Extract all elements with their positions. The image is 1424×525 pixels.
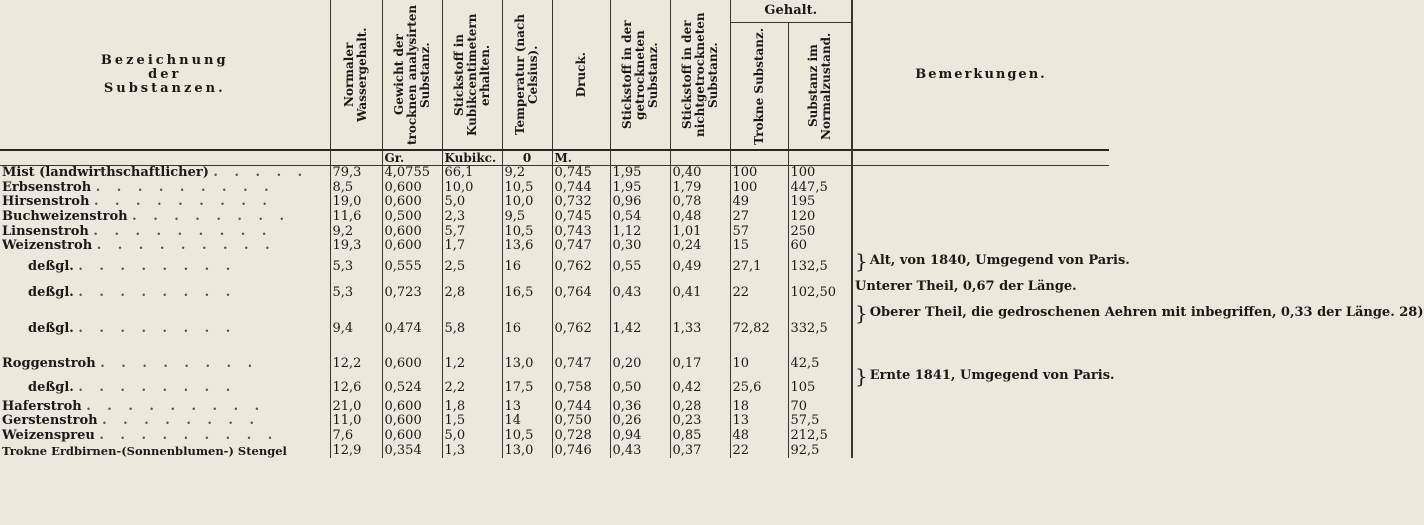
remark-cell <box>852 248 1130 280</box>
value-cell: 70 <box>788 400 852 415</box>
value-cell: 2,8 <box>442 280 502 306</box>
value-cell: 13,0 <box>502 443 552 458</box>
value-cell: 0,747 <box>552 239 610 254</box>
remark-cell <box>852 239 1109 254</box>
value-cell: 0,743 <box>552 224 610 239</box>
value-cell: 120 <box>788 210 852 225</box>
table-row <box>0 224 1109 239</box>
value-cell: 4,0755 <box>382 166 442 181</box>
name-column-header <box>0 0 330 150</box>
value-cell: 16,5 <box>502 280 552 306</box>
value-cell: 8,5 <box>330 181 382 196</box>
value-cell: 0,600 <box>382 352 442 376</box>
value-cell: 1,8 <box>442 400 502 415</box>
value-cell: 79,3 <box>330 166 382 181</box>
substance-name: deßgl. . . . . . . . . <box>28 320 237 336</box>
substance-name: Erbsenstroh . . . . . . . . . <box>2 179 275 195</box>
value-cell: 13,6 <box>502 239 552 254</box>
substance-name: Weizenspreu . . . . . . . . . <box>2 428 279 444</box>
value-cell: 0,28 <box>670 400 730 415</box>
value-cell: 0,555 <box>382 254 442 280</box>
value-cell: 0,37 <box>670 443 730 458</box>
value-cell: 27,1 <box>730 254 788 280</box>
value-cell: 5,3 <box>330 254 382 280</box>
value-cell: 0,764 <box>552 280 610 306</box>
substance-name: Haferstroh . . . . . . . . . <box>2 398 266 414</box>
unit-cell <box>788 150 852 166</box>
value-cell: 7,6 <box>330 429 382 444</box>
substance-name: Mist (landwirthschaftlicher) . . . . . <box>2 165 309 181</box>
value-cell: 1,95 <box>610 166 670 181</box>
value-cell: 0,354 <box>382 443 442 458</box>
value-cell: 2,3 <box>442 210 502 225</box>
value-cell: 16 <box>502 306 552 352</box>
value-cell: 0,54 <box>610 210 670 225</box>
value-cell: 0,474 <box>382 306 442 352</box>
value-cell: 0,23 <box>670 414 730 429</box>
value-cell: 25,6 <box>730 376 788 400</box>
value-cell: 0,746 <box>552 443 610 458</box>
value-cell: 57 <box>730 224 788 239</box>
remark-cell <box>852 195 1109 210</box>
value-cell: 0,600 <box>382 224 442 239</box>
value-cell: 2,5 <box>442 254 502 280</box>
value-cell: 17,5 <box>502 376 552 400</box>
value-cell: 0,43 <box>610 443 670 458</box>
value-cell: 9,4 <box>330 306 382 352</box>
value-cell: 100 <box>788 166 852 181</box>
value-cell: 0,30 <box>610 239 670 254</box>
unit-cell <box>0 150 330 166</box>
value-cell: 0,758 <box>552 376 610 400</box>
substance-name: Weizenstroh . . . . . . . . . <box>2 238 276 254</box>
value-cell: 0,96 <box>610 195 670 210</box>
value-cell: 13,0 <box>502 352 552 376</box>
value-cell: 9,2 <box>330 224 382 239</box>
value-cell: 0,55 <box>610 254 670 280</box>
remark-cell <box>852 352 1115 400</box>
value-cell: 10,5 <box>502 429 552 444</box>
value-cell: 0,762 <box>552 306 610 352</box>
value-cell: 1,95 <box>610 181 670 196</box>
unit-cell <box>610 150 670 166</box>
col-header-trokne: Trokne Substanz. <box>730 23 788 151</box>
value-cell: 105 <box>788 376 852 400</box>
col-header-druck: Druck. <box>552 0 610 150</box>
remark-cell <box>852 280 1109 306</box>
value-cell: 100 <box>730 166 788 181</box>
value-cell: 1,7 <box>442 239 502 254</box>
value-cell: 0,42 <box>670 376 730 400</box>
gehalt-header: Gehalt. <box>730 0 852 23</box>
value-cell: 0,762 <box>552 254 610 280</box>
value-cell: 5,7 <box>442 224 502 239</box>
unit-cell <box>670 150 730 166</box>
remark-cell <box>852 429 1109 444</box>
value-cell: 9,2 <box>502 166 552 181</box>
value-cell: 0,750 <box>552 414 610 429</box>
value-cell: 11,6 <box>330 210 382 225</box>
value-cell: 10,0 <box>442 181 502 196</box>
value-cell: 10,5 <box>502 181 552 196</box>
brace-glyph: } <box>855 248 868 273</box>
remark-text: Ernte 1841, Umgegend von Paris. <box>869 367 1115 383</box>
value-cell: 15 <box>730 239 788 254</box>
value-cell: 57,5 <box>788 414 852 429</box>
value-cell: 0,744 <box>552 400 610 415</box>
table-row <box>0 443 1109 458</box>
brace-glyph: } <box>855 363 868 388</box>
value-cell: 0,94 <box>610 429 670 444</box>
value-cell: 0,728 <box>552 429 610 444</box>
value-cell: 27 <box>730 210 788 225</box>
table-row <box>0 400 1109 415</box>
value-cell: 132,5 <box>788 254 852 280</box>
value-cell: 1,42 <box>610 306 670 352</box>
value-cell: 1,33 <box>670 306 730 352</box>
substance-name: Gerstenstroh . . . . . . . . <box>2 413 260 429</box>
remark-cell <box>852 181 1109 196</box>
value-cell: 0,745 <box>552 210 610 225</box>
value-cell: 12,9 <box>330 443 382 458</box>
value-cell: 0,745 <box>552 166 610 181</box>
value-cell: 48 <box>730 429 788 444</box>
value-cell: 11,0 <box>330 414 382 429</box>
value-cell: 447,5 <box>788 181 852 196</box>
value-cell: 0,500 <box>382 210 442 225</box>
value-cell: 22 <box>730 280 788 306</box>
value-cell: 0,744 <box>552 181 610 196</box>
table-row <box>0 195 1109 210</box>
substance-name: Linsenstroh . . . . . . . . . <box>2 223 273 239</box>
value-cell: 0,600 <box>382 429 442 444</box>
name-col-line-3: Substanzen. <box>103 80 226 96</box>
value-cell: 72,82 <box>730 306 788 352</box>
col-header-stickstoff-nichtgetrocknet: Stickstoff in der nichtgetrockneten Substanz. <box>670 0 730 150</box>
value-cell: 10,0 <box>502 195 552 210</box>
value-cell: 0,43 <box>610 280 670 306</box>
substance-name: Buchweizenstroh . . . . . . . . <box>2 209 291 225</box>
value-cell: 60 <box>788 239 852 254</box>
value-cell: 19,0 <box>330 195 382 210</box>
table-row <box>0 181 1109 196</box>
value-cell: 0,36 <box>610 400 670 415</box>
table-row <box>0 210 1109 225</box>
value-cell: 250 <box>788 224 852 239</box>
table-row <box>0 239 1109 254</box>
remark-cell <box>852 224 1109 239</box>
unit-cell <box>330 150 382 166</box>
value-cell: 332,5 <box>788 306 852 352</box>
value-cell: 10,5 <box>502 224 552 239</box>
value-cell: 2,2 <box>442 376 502 400</box>
value-cell: 1,79 <box>670 181 730 196</box>
unit-cell <box>730 150 788 166</box>
remark-cell <box>852 443 1109 458</box>
unit-cell: 0 <box>502 150 552 166</box>
unit-cell: M. <box>552 150 610 166</box>
value-cell: 13 <box>730 414 788 429</box>
remark-text: Alt, von 1840, Umgegend von Paris. <box>869 252 1130 268</box>
value-cell: 1,5 <box>442 414 502 429</box>
value-cell: 0,50 <box>610 376 670 400</box>
value-cell: 42,5 <box>788 352 852 376</box>
table-row <box>0 280 1109 306</box>
unit-cell <box>852 150 1109 166</box>
remark-cell <box>852 414 1109 429</box>
value-cell: 5,0 <box>442 195 502 210</box>
value-cell: 0,17 <box>670 352 730 376</box>
value-cell: 195 <box>788 195 852 210</box>
col-header-gewicht: Gewicht der trocknen analysirten Substanz. <box>382 0 442 150</box>
units-row <box>0 150 1109 166</box>
value-cell: 13 <box>502 400 552 415</box>
substance-name: Trokne Erdbirnen-(Sonnenblumen-) Stengel <box>2 443 287 458</box>
name-col-line-2: der <box>148 66 182 82</box>
remark-text: Unterer Theil, 0,67 der Länge. <box>855 278 1077 294</box>
value-cell: 12,2 <box>330 352 382 376</box>
col-header-normalzustand: Substanz im Normalzustand. <box>788 23 852 151</box>
remark-cell <box>852 166 1109 181</box>
remark-cell <box>852 210 1109 225</box>
value-cell: 10 <box>730 352 788 376</box>
substance-name: Hirsenstroh . . . . . . . . . <box>2 194 273 210</box>
value-cell: 22 <box>730 443 788 458</box>
col-header-wassergehalt: Normaler Wassergehalt. <box>330 0 382 150</box>
remarks-header: Bemerkungen. <box>852 0 1109 150</box>
value-cell: 49 <box>730 195 788 210</box>
col-header-temperatur: Temperatur (nach Celsius). <box>502 0 552 150</box>
value-cell: 0,747 <box>552 352 610 376</box>
table-row <box>0 429 1109 444</box>
value-cell: 14 <box>502 414 552 429</box>
value-cell: 0,524 <box>382 376 442 400</box>
value-cell: 0,732 <box>552 195 610 210</box>
value-cell: 5,3 <box>330 280 382 306</box>
value-cell: 5,0 <box>442 429 502 444</box>
substance-name: deßgl. . . . . . . . . <box>28 379 237 395</box>
header-row <box>0 0 1109 23</box>
brace-glyph: } <box>855 300 868 325</box>
value-cell: 0,41 <box>670 280 730 306</box>
value-cell: 0,600 <box>382 239 442 254</box>
col-header-stickstoff-getrocknet: Stickstoff in der getrockneten Substanz. <box>610 0 670 150</box>
unit-cell: Kubikc. <box>442 150 502 166</box>
remark-cell <box>852 400 1109 415</box>
value-cell: 16 <box>502 254 552 280</box>
value-cell: 1,01 <box>670 224 730 239</box>
col-header-stickstoff-kubik: Stickstoff in Kubikcentimetern erhalten. <box>442 0 502 150</box>
value-cell: 5,8 <box>442 306 502 352</box>
unit-cell: Gr. <box>382 150 442 166</box>
value-cell: 0,78 <box>670 195 730 210</box>
value-cell: 21,0 <box>330 400 382 415</box>
table-row <box>0 352 1109 376</box>
value-cell: 102,50 <box>788 280 852 306</box>
value-cell: 0,600 <box>382 414 442 429</box>
value-cell: 0,600 <box>382 181 442 196</box>
value-cell: 12,6 <box>330 376 382 400</box>
value-cell: 0,48 <box>670 210 730 225</box>
value-cell: 0,40 <box>670 166 730 181</box>
table-row <box>0 414 1109 429</box>
value-cell: 1,2 <box>442 352 502 376</box>
value-cell: 66,1 <box>442 166 502 181</box>
value-cell: 0,24 <box>670 239 730 254</box>
table-row <box>0 254 1109 280</box>
value-cell: 0,20 <box>610 352 670 376</box>
value-cell: 0,85 <box>670 429 730 444</box>
value-cell: 19,3 <box>330 239 382 254</box>
value-cell: 1,12 <box>610 224 670 239</box>
value-cell: 0,723 <box>382 280 442 306</box>
value-cell: 92,5 <box>788 443 852 458</box>
remark-text: Oberer Theil, die gedroschenen Aehren mit inbegriffen, 0,33 der Länge. 28) <box>869 304 1424 320</box>
value-cell: 100 <box>730 181 788 196</box>
value-cell: 9,5 <box>502 210 552 225</box>
value-cell: 0,600 <box>382 195 442 210</box>
table-row <box>0 306 1109 352</box>
remark-cell <box>852 300 1424 352</box>
value-cell: 0,49 <box>670 254 730 280</box>
substance-name: deßgl. . . . . . . . . <box>28 284 237 300</box>
value-cell: 18 <box>730 400 788 415</box>
value-cell: 212,5 <box>788 429 852 444</box>
substance-name: deßgl. . . . . . . . . <box>28 258 237 274</box>
value-cell: 1,3 <box>442 443 502 458</box>
value-cell: 0,600 <box>382 400 442 415</box>
name-col-line-1: Bezeichnung <box>100 52 229 68</box>
value-cell: 0,26 <box>610 414 670 429</box>
substance-name: Roggenstroh . . . . . . . . <box>2 355 259 371</box>
table-row <box>0 166 1109 181</box>
